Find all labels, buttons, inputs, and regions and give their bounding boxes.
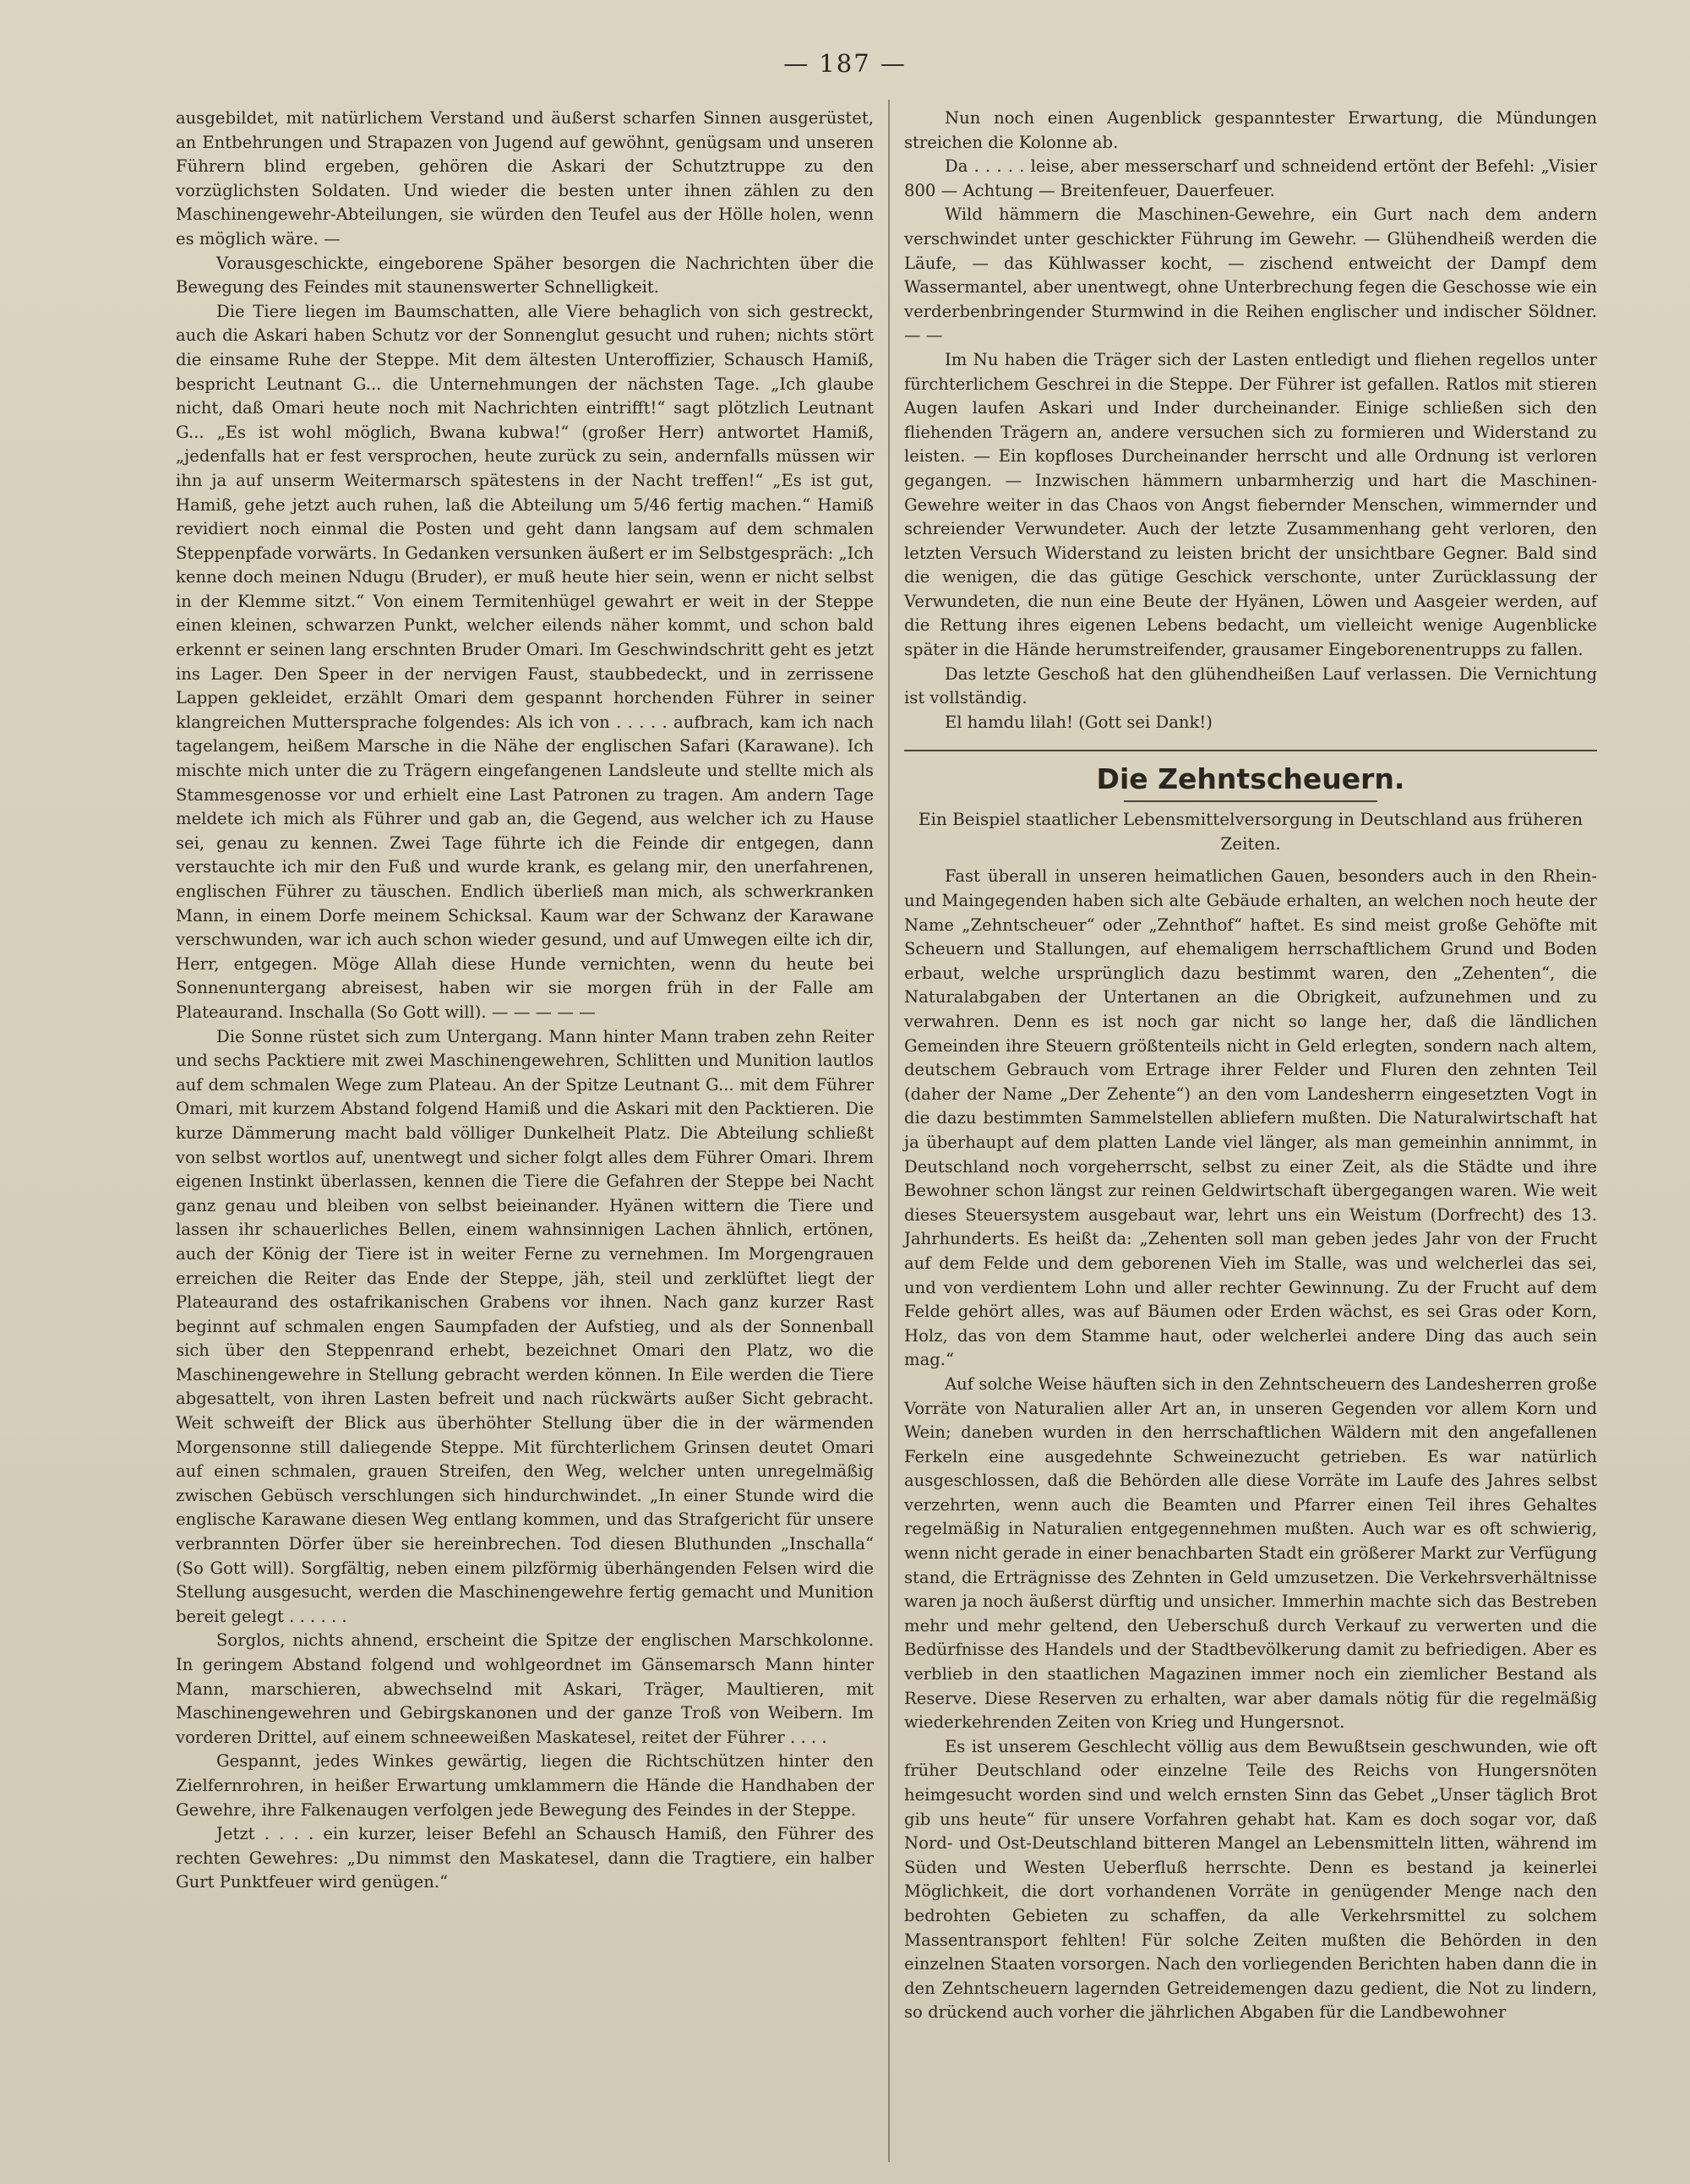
paragraph: Die Tiere liegen im Baumschatten, alle Viere behaglich von sich gestreckt, auch die Askari haben Schutz vor der Sonnenglut gesucht und ruhen; nichts stört die einsame Ruhe der Steppe. Mit dem ältesten Unteroffizier, Schausch Hamiß, bespricht Leutnant G... die Unternehmungen der nächsten Tage. „Ich glaube nicht, daß Omari heute noch mit Nachrichten eintrifft!“ sagt plötzlich Leutnant G... „Es ist wohl möglich, Bwana kubwa!“ (großer Herr) antwortet Hamiß, „jedenfalls hat er fest versprochen, heute zurück zu sein, andernfalls müssen wir ihn ja auf unserm Weitermarsch spätestens in der Nacht treffen!“ „Es ist gut, Hamiß, gehe jetzt auch ruhen, laß die Abteilung um 5/46 fertig machen.“ Hamiß revidiert noch einmal die Posten und geht dann langsam auf dem schmalen Steppenpfade vorwärts. In Gedanken versunken äußert er im Selbstgespräch: „Ich kenne doch meinen Ndugu (Bruder), er muß heute hier sein, wenn er nicht selbst in der Klemme sitzt.“ Von einem Termitenhügel gewahrt er weit in der Steppe einen kleinen, schwarzen Punkt, welcher eilends näher kommt, und schon bald erkennt er seinen lang erschnten Bruder Omari. Im Geschwindschritt geht es jetzt ins Lager. Den Speer in der nervigen Faust, staubbedeckt, und in zerrissene Lappen gekleidet, erzählt Omari dem gespannt horchenden Führer in seiner klangreichen Muttersprache folgendes: Als ich von . . . . . aufbrach, kam ich nach tagelangem, heißem Marsche in die Nähe der englischen Safari (Karawane). Ich mischte mich unter die zu Trägern eingefangenen Landsleute und stellte mich als Stammesgenosse vor und erhielt eine Last Patronen zu tragen. Am andern Tage meldete ich mich als Führer und gab an, die Gegend, aus welcher ich zu Hause sei, genau zu kennen. Zwei Tage führte ich die Feinde dir entgegen, dann verstauchte ich mir den Fuß und wurde krank, es gelang mir, den unerfahrenen, englischen Führer zu täuschen. Endlich überließ man mich, als schwerkranken Mann, in einem Dorfe meinem Schicksal. Kaum war der Schwanz der Karawane verschwunden, war ich auch schon wieder gesund, und auf Umwegen eilte ich dir, Herr, entgegen. Möge Allah diese Hunde vernichten, wenn du heute bei Sonnenuntergang abreisest, haben wir sie morgen früh in der Falle am Plateaurand. Inschalla (So Gott will). — — — — —	[176, 301, 874, 1022]
paragraph: Nun noch einen Augenblick gespanntester Erwartung, die Mündungen streichen die Kolonne ab.	[904, 108, 1597, 152]
paragraph: Gespannt, jedes Winkes gewärtig, liegen die Richtschützen hinter den Zielfernrohren, in heißer Erwartung umklammern die Hände die Handhaben der Gewehre, ihre Falkenaugen verfolgen jede Bewegung des Feindes in der Steppe.	[176, 1751, 874, 1820]
paragraph: ausgebildet, mit natürlichem Verstand und äußerst scharfen Sinnen ausgerüstet, an Entbehrungen und Strapazen von Jugend auf gewöhnt, genügsam und unseren Führern blind ergeben, gehören die Askari der Schutztruppe zu den vorzüglichsten Soldaten. Und wieder die besten unter ihnen zählen zu den Maschinengewehr-Abteilungen, sie würden den Teufel aus der Hölle holen, wenn es möglich wäre. —	[176, 108, 874, 248]
paragraph: Fast überall in unseren heimatlichen Gauen, besonders auch in den Rhein- und Maingegenden haben sich alte Gebäude erhalten, an welchen noch heute der Name „Zehntscheuer“ oder „Zehnthof“ haftet. Es sind meist große Gehöfte mit Scheuern und Stallungen, auf ehemaligem herrschaftlichem Grund und Boden erbaut, welche ursprünglich dazu bestimmt waren, den „Zehenten“, die Naturalabgaben der Untertanen an die Obrigkeit, aufzunehmen und zu verwahren. Denn es ist noch gar nicht so lange her, daß die ländlichen Gemeinden ihre Steuern größtenteils nicht in Geld erlegten, sondern nach altem, deutschem Gebrauch vom Ertrage ihrer Felder und Fluren den zehnten Teil (daher der Name „Der Zehente“) an den vom Landesherrn eingesetzten Vogt in die dazu bestimmten Sammelstellen abliefern mußten. Die Naturalwirtschaft hat ja überhaupt auf dem platten Lande viel länger, als man gemeinhin annimmt, in Deutschland noch vorgeherrscht, selbst zu einer Zeit, als die Städte und ihre Bewohner schon längst zur reinen Geldwirtschaft übergegangen waren. Wie weit dieses Steuersystem ausgebaut war, lehrt uns ein Weistum (Dorfrecht) des 13. Jahrhunderts. Es heißt da: „Zehenten soll man geben jedes Jahr von der Frucht auf dem Felde und dem geborenen Vieh im Stalle, was und welcherlei das sei, und von verdientem Lohn und aller rechter Gewinnung. Zu der Frucht auf dem Felde gehört alles, was auf Bäumen oder Erden wächst, es sei Gras oder Korn, Holz, das von dem Stamme haut, oder welcherlei andere Ding das auch sein mag.“	[904, 866, 1597, 1370]
paragraph: Wild hämmern die Maschinen-Gewehre, ein Gurt nach dem andern verschwindet unter geschickter Führung im Gewehr. — Glühendheiß werden die Läufe, — das Kühlwasser kocht, — zischend entweicht der Dampf dem Wassermantel, aber unentwegt, ohne Unterbrechung fegen die Geschosse wie ein verderbenbringender Sturmwind in die Reihen englischer und indischer Söldner. — —	[904, 205, 1597, 346]
paragraph: Die Sonne rüstet sich zum Untergang. Mann hinter Mann traben zehn Reiter und sechs Packtiere mit zwei Maschinengewehren, Schlitten und Munition lautlos auf dem schmalen Wege zum Plateau. An der Spitze Leutnant G... mit dem Führer Omari, mit kurzem Abstand folgend Hamiß und die Askari mit den Packtieren. Die kurze Dämmerung macht bald völliger Dunkelheit Platz. Die Abteilung schließt von selbst wortlos auf, unentwegt und sicher folgt alles dem Führer Omari. Ihrem eigenen Instinkt überlassen, kennen die Tiere die Gefahren der Steppe bei Nacht ganz genau und bleiben von selbst beieinander. Hyänen wittern die Tiere und lassen ihr schauerliches Bellen, einem wahnsinnigen Lachen ähnlich, ertönen, auch der König der Tiere ist in weiter Ferne zu vernehmen. Im Morgengrauen erreichen die Reiter das Ende der Steppe, jäh, steil und zerklüftet liegt der Plateaurand des ostafrikanischen Grabens vor ihnen. Nach ganz kurzer Rast beginnt auf schmalen engen Saumpfaden der Aufstieg, und als der Sonnenball sich über den Steppenrand erhebt, bezeichnet Omari den Platz, wo die Maschinengewehre in Stellung gebracht werden können. In Eile werden die Tiere abgesattelt, von ihren Lasten befreit und nach rückwärts außer Sicht gebracht. Weit schweift der Blick aus überhöhter Stellung über die in der wärmenden Morgensonne still daliegende Steppe. Mit fürchterlichem Grinsen deutet Omari auf einen schmalen, grauen Streifen, den Weg, welcher unten unregelmäßig zwischen Gebüsch verschlungen sich hindurchwindet. „In einer Stunde wird die englische Karawane diesen Weg entlang kommen, und das Strafgericht für unsere verbrannten Dörfer über sie hereinbrechen. Tod diesen Bluthunden „Inschalla“ (So Gott will). Sorgfältig, neben einem pilzförmig überhängenden Felsen wird die Stellung ausgesucht, werden die Maschinengewehre fertig gemacht und Munition bereit gelegt . . . . . .	[176, 1026, 874, 1626]
title-underline	[1124, 800, 1377, 802]
right-column	[904, 106, 1597, 2025]
paragraph: Es ist unserem Geschlecht völlig aus dem Bewußtsein geschwunden, wie oft früher Deutschland oder einzelne Teile des Reichs von Hungersnöten heimgesucht worden sind und welch ernsten Sinn das Gebet „Unser täglich Brot gib uns heute“ für unsere Vorfahren gehabt hat. Kam es doch sogar vor, daß Nord- und Ost-Deutschland bitteren Mangel an Lebensmitteln litten, während im Süden und Westen Ueberfluß herrschte. Denn es bestand ja keinerlei Möglichkeit, die dort vorhandenen Vorräte in genügender Menge nach den bedrohten Gebieten zu schaffen, da alle Verkehrsmittel zu solchem Massentransport fehlten! Für solche Zeiten mußten die Behörden in den einzelnen Staaten vorsorgen. Nach den vorliegenden Berichten haben dann die in den Zehntscheuern lagernden Getreidemengen dazu gedient, die Not zu lindern, so drückend auch vorher die jährlichen Abgaben für die Landbewohner	[904, 1736, 1597, 2023]
paragraph: Im Nu haben die Träger sich der Lasten entledigt und fliehen regellos unter fürchterlichem Geschrei in die Steppe. Der Führer ist gefallen. Ratlos mit stieren Augen laufen Askari und Inder durcheinander. Einige schließen sich den fliehenden Trägern an, andere versuchen sich zu formieren und Widerstand zu leisten. — Ein kopfloses Durcheinander herrscht und alle Ordnung ist verloren gegangen. — Inzwischen hämmern unbarmherzig und hart die Maschinen-Gewehre weiter in das Chaos von Angst fiebernder Menschen, wimmernder und schreiender Verwundeter. Auch der letzte Zusammenhang geht verloren, den letzten Versuch Widerstand zu leisten bricht der unsichtbare Gegner. Bald sind die wenigen, die das gütige Geschick verschonte, unter Zurücklassung der Verwundeten, die nun eine Beute der Hyänen, Löwen und Aasgeier werden, auf die Rettung ihres eigenen Lebens bedacht, um vielleicht wenige Augenblicke später in die Hände herumstreifender, grausamer Eingeborenentrupps zu fallen.	[904, 349, 1597, 660]
paragraph: Auf solche Weise häuften sich in den Zehntscheuern des Landesherren große Vorräte von Naturalien aller Art an, in unseren Gegenden vor allem Korn und Wein; daneben wurden in den herrschaftlichen Wäldern mit den angefallenen Ferkeln eine ausgedehnte Schweinezucht getrieben. Es war natürlich ausgeschlossen, daß die Behörden alle diese Vorräte im Laufe des Jahres selbst verzehrten, wenn auch die Beamten und Pfarrer einen Teil ihres Gehaltes regelmäßig in Naturalien entgegennehmen mußten. Auch war es oft schwierig, wenn nicht gerade in einer benachbarten Stadt ein größerer Markt zur Verfügung stand, die Erträgnisse des Zehnten in Geld umzusetzen. Die Verkehrsverhältnisse waren ja noch äußerst dürftig und unsicher. Immerhin machte sich das Bestreben mehr und mehr geltend, den Ueberschuß durch Verkauf zu verwerten und die Bedürfnisse des Handels und der Stadtbevölkerung damit zu befriedigen. Aber es verblieb in den staatlichen Magazinen immer noch ein ziemlicher Bestand als Reserve. Diese Reserven zu erhalten, war aber damals nötig für die regelmäßig wiederkehrenden Zeiten von Krieg und Hungersnot.	[904, 1373, 1597, 1733]
paragraph: Jetzt . . . . ein kurzer, leiser Befehl an Schausch Hamiß, den Führer des rechten Gewehres: „Du nimmst den Maskatesel, dann die Tragtiere, ein halber Gurt Punktfeuer wird genügen.“	[176, 1824, 874, 1892]
paragraph: Da . . . . . leise, aber messerscharf und schneidend ertönt der Befehl: „Visier 800 — Achtung — Breitenfeuer, Dauerfeuer.	[904, 156, 1597, 200]
article-title: Die Zehntscheuern.	[1096, 762, 1405, 796]
paragraph: Vorausgeschickte, eingeborene Späher besorgen die Nachrichten über die Bewegung des Feindes mit staunenswerter Schnelligkeit.	[176, 253, 874, 298]
closing-line: El hamdu lilah! (Gott sei Dank!)	[945, 712, 1213, 732]
paragraph: Das letzte Geschoß hat den glühendheißen Lauf verlassen. Die Vernichtung ist vollständig.	[904, 663, 1597, 708]
column-divider	[888, 100, 890, 2162]
article-subtitle: Ein Beispiel staatlicher Lebensmittelversorgung in Deutschland aus früheren Zeiten.	[918, 809, 1584, 854]
paragraph: Sorglos, nichts ahnend, erscheint die Spitze der englischen Marschkolonne. In geringem Abstand folgend und wohlgeordnet im Gänsemarsch Mann hinter Mann, marschieren, abwechselnd mit Askari, Träger, Maultieren, mit Maschinengewehren und Gebirgskanonen und der ganze Troß von Weibern. Im vorderen Drittel, auf einem schneeweißen Maskatesel, reitet der Führer . . . .	[176, 1630, 874, 1747]
article-header	[904, 750, 1597, 856]
section-rule	[904, 750, 1597, 751]
left-column	[176, 106, 874, 1895]
page-number: — 187 —	[783, 49, 907, 78]
